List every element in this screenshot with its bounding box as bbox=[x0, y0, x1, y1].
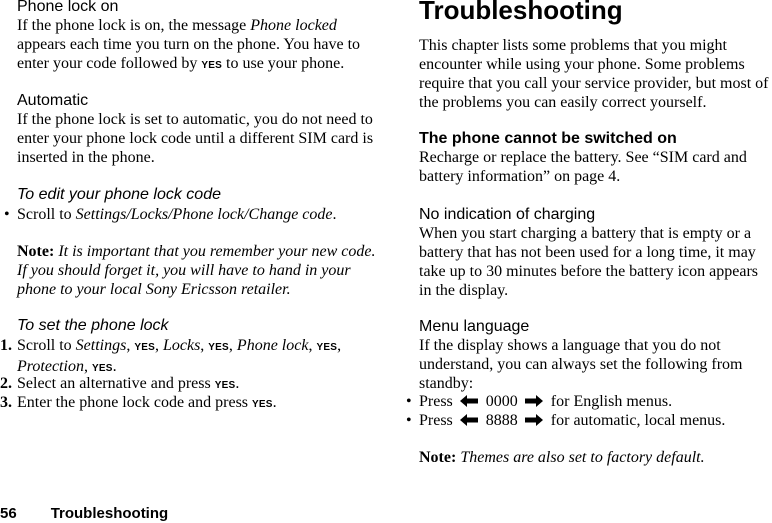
left-arrow-icon bbox=[460, 395, 478, 407]
left-arrow-icon bbox=[460, 414, 478, 426]
themes-note bbox=[419, 448, 771, 467]
page-number: 56 bbox=[0, 505, 17, 522]
switch-on-heading: The phone cannot be switched on bbox=[419, 130, 677, 147]
right-arrow-icon bbox=[525, 395, 543, 407]
step-number: 3. bbox=[0, 394, 12, 411]
automatic-paragraph: If the phone lock is set to automatic, you do not need to enter your phone lock code until a different SIM card is inserted in the phone. bbox=[17, 111, 374, 166]
note-paragraph bbox=[17, 242, 379, 299]
menu-path: Settings/Locks/Phone lock/Change code bbox=[75, 206, 333, 223]
bullet: • bbox=[4, 206, 10, 223]
footer-section: Troubleshooting bbox=[50, 505, 169, 522]
page-footer bbox=[0, 505, 168, 523]
step-number: 2. bbox=[0, 375, 12, 392]
intro-paragraph: This chapter lists some problems that you might encounter while using your phone. Some problems require that you call your service provider, but most of the problems you can easily correct yourself. bbox=[419, 37, 769, 111]
edit-code-step: • Scroll to Settings/Locks/Phone lock/Change code. bbox=[4, 206, 337, 223]
english-menu-step: • Press 0000 for English menus. bbox=[406, 393, 673, 410]
note-label: Note: bbox=[419, 449, 457, 466]
phone-locked-message: Phone locked bbox=[250, 17, 337, 34]
menu-language-paragraph: If the display shows a language that you do not understand, you can always set the following from standby: bbox=[419, 337, 743, 392]
automatic-heading: Automatic bbox=[17, 92, 89, 109]
note-text: It is important that you remember your new code. If you should forget it, you will have to hand in your phone to your local Sony Ericsson retailer. bbox=[17, 243, 376, 298]
phone-lock-heading: Phone lock on bbox=[17, 0, 119, 15]
switch-on-paragraph: Recharge or replace the battery. See “SIM card and battery information” on page 4. bbox=[419, 149, 747, 185]
phone-lock-paragraph: If the phone lock is on, the message Phone locked appears each time you turn on the phone. You have to enter your code followed by YES to use your phone. bbox=[17, 17, 361, 72]
bullet: • bbox=[406, 393, 412, 410]
menu-language-heading: Menu language bbox=[419, 318, 530, 335]
note-text: Themes are also set to factory default. bbox=[460, 449, 705, 466]
page-title: Troubleshooting bbox=[419, 0, 623, 25]
step-number: 1. bbox=[0, 337, 12, 354]
charging-heading: No indication of charging bbox=[419, 206, 596, 223]
step-2: 2. Select an alternative and press YES. bbox=[0, 375, 240, 392]
step-3: 3. Enter the phone lock code and press YES. bbox=[0, 394, 277, 411]
bullet: • bbox=[406, 412, 412, 429]
edit-code-heading: To edit your phone lock code bbox=[17, 186, 221, 203]
step-1: 1. Scroll to Settings, YES, Locks, YES, Phone lock, YES, Protection, YES. bbox=[0, 337, 342, 375]
set-lock-heading: To set the phone lock bbox=[17, 317, 169, 334]
yes-key: YES bbox=[201, 60, 223, 71]
local-menu-step: • Press 8888 for automatic, local menus. bbox=[406, 412, 726, 429]
note-label: Note: bbox=[17, 243, 55, 260]
right-arrow-icon bbox=[525, 414, 543, 426]
charging-paragraph: When you start charging a battery that is empty or a battery that has not been used for a long time, it may take up to 30 minutes before the battery icon appears in the display. bbox=[419, 225, 758, 299]
